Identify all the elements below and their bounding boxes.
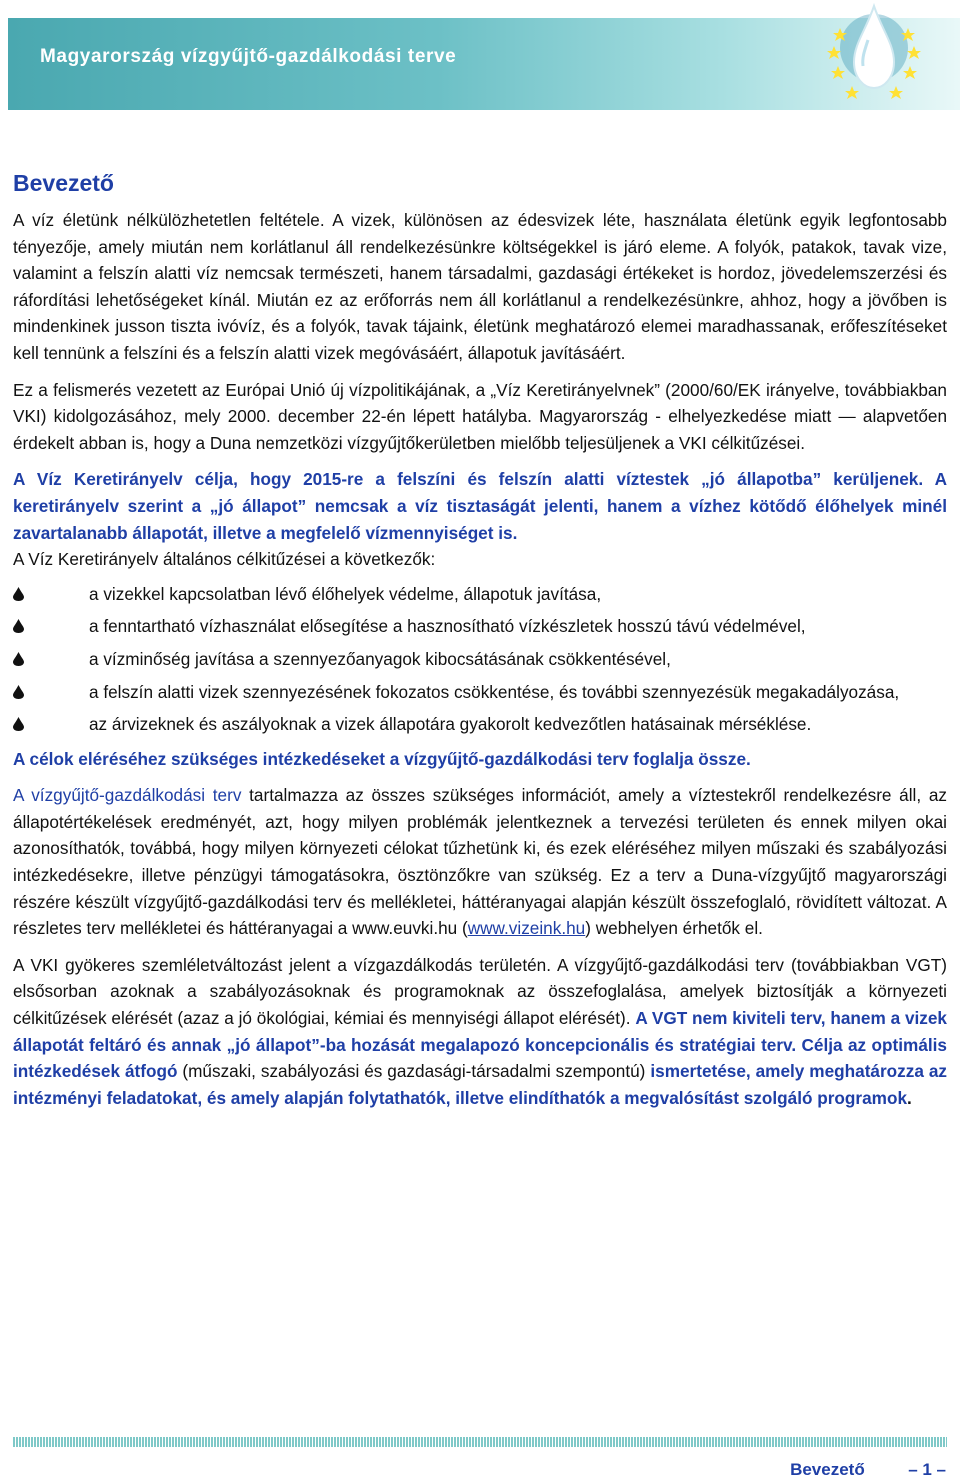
footer-divider — [13, 1437, 947, 1447]
directive-goal-bold: A Víz Keretirányelv célja, hogy 2015-re a felszíni és felszín alatti víztestek „jó állapotba” kerüljenek. A keretirányelv szerint a „jó állapot” nemcsak a víz tisztaságát jelenti, hanem a vízhez kötődő élőhelyek minél zavartalanabb állapotát, illetve a megfelelő vízmennyiséget is. — [13, 469, 947, 543]
list-item: a vízminőség javítása a szennyezőanyagok kibocsátásának csökkentésével, — [13, 646, 947, 673]
vgt-paragraph: A VKI gyökeres szemléletváltozást jelent a vízgazdálkodás területén. A vízgyűjtő-gazdálkodási terv (továbbiakban VGT) elsősorban azoknak a szabályozásoknak és programoknak az összefoglalása, amelyek biztosítják a környezeti célkitűzések elérését (azaz a jó ökológiai, kémiai és mennyiségi állapot elérését). A VGT nem kiviteli terv, hanem a vizek állapotát feltáró és annak „jó állapot”-ba hozását megalapozó koncepcionális és stratégiai terv. Célja az optimális intézkedések átfogó (műszaki, szabályozási és gazdasági-társadalmi szempontú) ismertetése, amely meghatározza az intézményi feladatokat, és amely alapján folytathatók, illetve elindíthatók a megvalósítást szolgáló programok. — [13, 954, 948, 1108]
document-body — [13, 170, 947, 1121]
section-heading: Bevezető — [13, 170, 114, 196]
drop-bullet-icon — [13, 685, 24, 699]
drop-bullet-icon — [13, 587, 24, 601]
list-item: az árvizeknek és aszályoknak a vizek állapotára gyakorolt kedvezőtlen hatásainak mérséklése. — [13, 711, 947, 738]
list-item: a fenntartható vízhasználat elősegítése a hasznosítható vízkészletek hosszú távú védelmével, — [13, 613, 947, 640]
drop-bullet-icon — [13, 652, 24, 666]
drop-bullet-icon — [13, 717, 24, 731]
water-drop-logo-icon — [806, 0, 960, 120]
header-title: Magyarország vízgyűjtő-gazdálkodási terve — [40, 46, 457, 67]
plan-lead: A vízgyűjtő-gazdálkodási terv — [13, 785, 242, 806]
footer-section: Bevezető — [790, 1460, 865, 1479]
measures-paragraph: A célok eléréséhez szükséges intézkedéseket a vízgyűjtő-gazdálkodási terv foglalja össze. — [13, 748, 751, 769]
goals-list — [13, 581, 947, 738]
plan-paragraph: A vízgyűjtő-gazdálkodási terv tartalmazza az összes szükséges információt, amely a víztestekről rendelkezésre áll, az állapotértékelések eredményét, azt, hogy milyen problémák jelentkeznek a tervezési területen és ennek milyen okai azonosíthatók, továbbá, hogy milyen környezeti célokat tűzhetünk ki, és ezek eléréséhez milyen műszaki és szabályozási intézkedésekre, illetve pénzügyi támogatásokra, ösztönzőkre van szükség. Ez a terv a Duna-vízgyűjtő magyarországi részére készült vízgyűjtő-gazdálkodási terv és mellékletei, háttéranyagai alapján készült összefoglaló, rövidített változat. A részletes terv mellékletei és háttéranyagai a www.euvki.hu (www.vizeink.hu) webhelyen érhetők el. — [13, 785, 947, 939]
intro-paragraph: A víz életünk nélkülözhetetlen feltétele. A vizek, különösen az édesvizek léte, használata életünk egyik legfontosabb tényezője, amely miután nem korlátlanul áll rendelkezésünkre költségekkel is járó eleme. A folyók, patakok, tavak vize, valamint a felszín alatti víz nemcsak természeti, hanem társadalmi, gazdasági értékeket is hordoz, jövedelemszerzési és ráfordítási lehetőségeket kínál. Miután ez az erőforrás nem áll korlátlanul a rendelkezésünkre, ahhoz, hogy a jövőben is mindenkinek jusson tiszta ivóvíz, és a folyók, tavak tájaink, életünk meghatározó elemei maradhassanak, erőfeszítéseket kell tennünk a felszíni és a felszín alatti vizek megóvásáért, állapotuk javításáért. — [13, 210, 947, 363]
goals-intro: A Víz Keretirányelv általános célkitűzései a következők: — [13, 549, 436, 570]
directive-goal-paragraph — [13, 466, 947, 546]
page-footer — [790, 1460, 946, 1480]
page-header — [0, 0, 960, 120]
list-item: a vizekkel kapcsolatban lévő élőhelyek védelme, állapotuk javítása, — [13, 581, 947, 608]
page-number: – 1 – — [908, 1460, 946, 1479]
vizeink-link[interactable]: www.vizeink.hu — [467, 918, 586, 939]
list-item: a felszín alatti vizek szennyezésének fokozatos csökkentése, és további szennyezésük megakadályozása, — [13, 679, 947, 706]
eu-directive-paragraph: Ez a felismerés vezetett az Európai Unió új vízpolitikájának, a „Víz Keretirányelvnek” (2000/60/EK irányelve, továbbiakban VKI) kidolgozásához, mely 2000. december 22-én lépett hatályba. Magyarország - elhelyezkedése miatt — alapvetően érdekelt abban is, hogy a Duna nemzetközi vízgyűjtőkerületben mielőbb teljesüljenek a VKI célkitűzései. — [13, 379, 947, 453]
drop-bullet-icon — [13, 619, 24, 633]
